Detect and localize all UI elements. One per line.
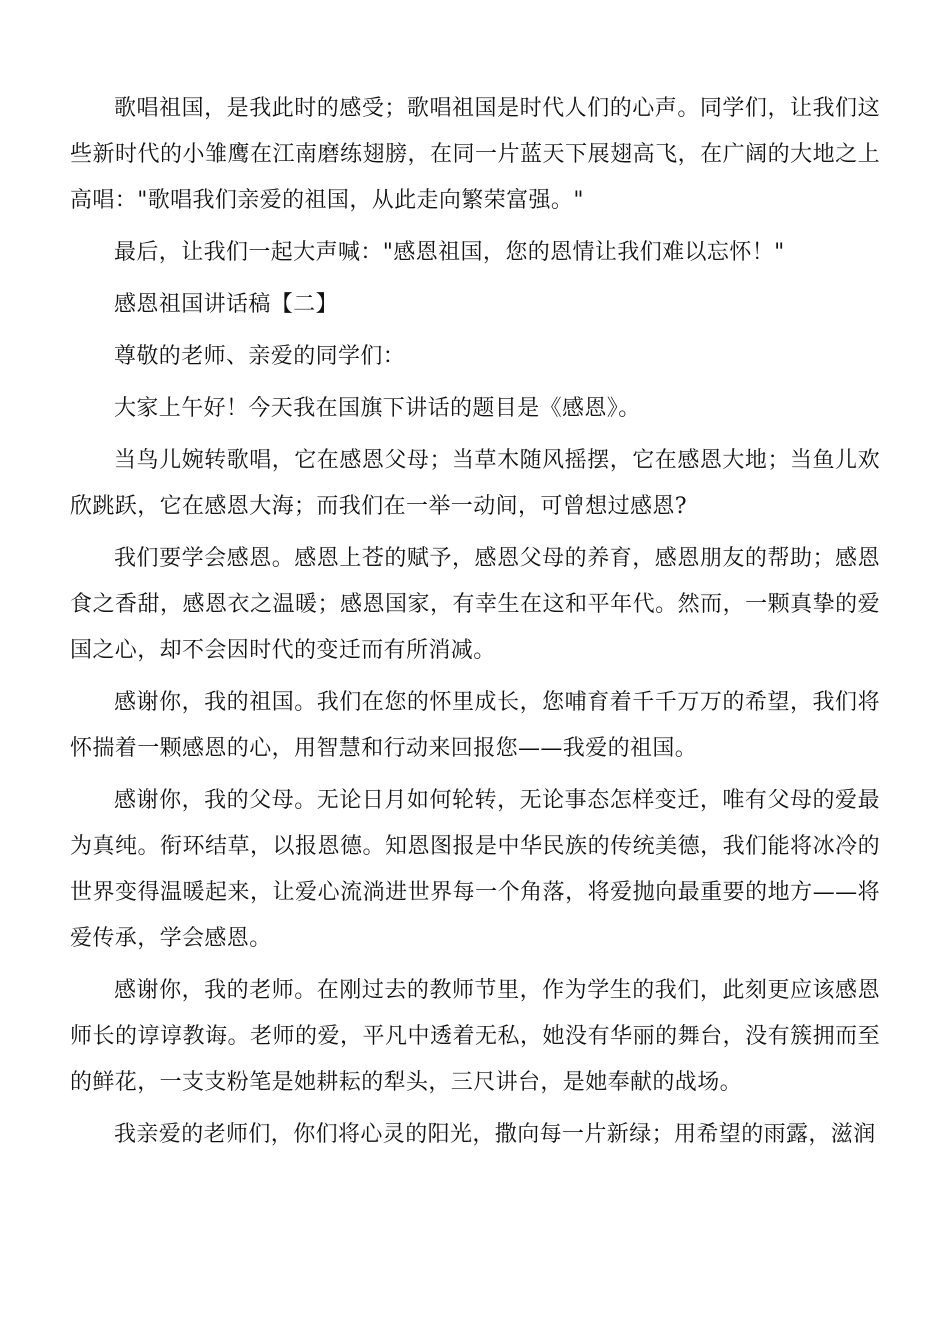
paragraph: 感谢你，我的祖国。我们在您的怀里成长，您哺育着千千万万的希望，我们将怀揣着一颗感恩的心，用智慧和行动来回报您——我爱的祖国。 bbox=[70, 690, 880, 761]
paragraph: 歌唱祖国，是我此时的感受；歌唱祖国是时代人们的心声。同学们，让我们这些新时代的小雏鹰在江南磨练翅膀，在同一片蓝天下展翅高飞，在广阔的大地之上高唱："歌唱我们亲爱的祖国，从此走向繁荣富强。" bbox=[70, 96, 880, 213]
section-heading: 感恩祖国讲话稿【二】 bbox=[114, 292, 339, 317]
salutation: 尊敬的老师、亲爱的同学们： bbox=[114, 344, 406, 369]
paragraph: 最后，让我们一起大声喊："感恩祖国，您的恩情让我们难以忘怀！" bbox=[114, 240, 785, 265]
paragraph: 感谢你，我的父母。无论日月如何轮转，无论事态怎样变迁，唯有父母的爱最为真纯。衔环结草，以报恩德。知恩图报是中华民族的传统美德，我们能将冰冷的世界变得温暖起来，让爱心流淌进世界每一个角落，将爱抛向最重要的地方——将爱传承，学会感恩。 bbox=[70, 788, 880, 951]
paragraph: 我们要学会感恩。感恩上苍的赋予，感恩父母的养育，感恩朋友的帮助；感恩食之香甜，感恩衣之温暖；感恩国家，有幸生在这和平年代。然而，一颗真挚的爱国之心，却不会因时代的变迁而有所消减。 bbox=[70, 546, 880, 663]
paragraph: 大家上午好！今天我在国旗下讲话的题目是《感恩》。 bbox=[114, 396, 641, 421]
document-page bbox=[70, 86, 880, 1164]
paragraph: 我亲爱的老师们，你们将心灵的阳光，撒向每一片新绿；用希望的雨露，滋润 bbox=[114, 1122, 876, 1147]
paragraph: 感谢你，我的老师。在刚过去的教师节里，作为学生的我们，此刻更应该感恩师长的谆谆教诲。老师的爱，平凡中透着无私，她没有华丽的舞台，没有簇拥而至的鲜花，一支支粉笔是她耕耘的犁头，三尺讲台，是她奉献的战场。 bbox=[70, 978, 880, 1095]
paragraph: 当鸟儿婉转歌唱，它在感恩父母；当草木随风摇摆，它在感恩大地；当鱼儿欢欣跳跃，它在感恩大海；而我们在一举一动间，可曾想过感恩? bbox=[70, 448, 880, 519]
